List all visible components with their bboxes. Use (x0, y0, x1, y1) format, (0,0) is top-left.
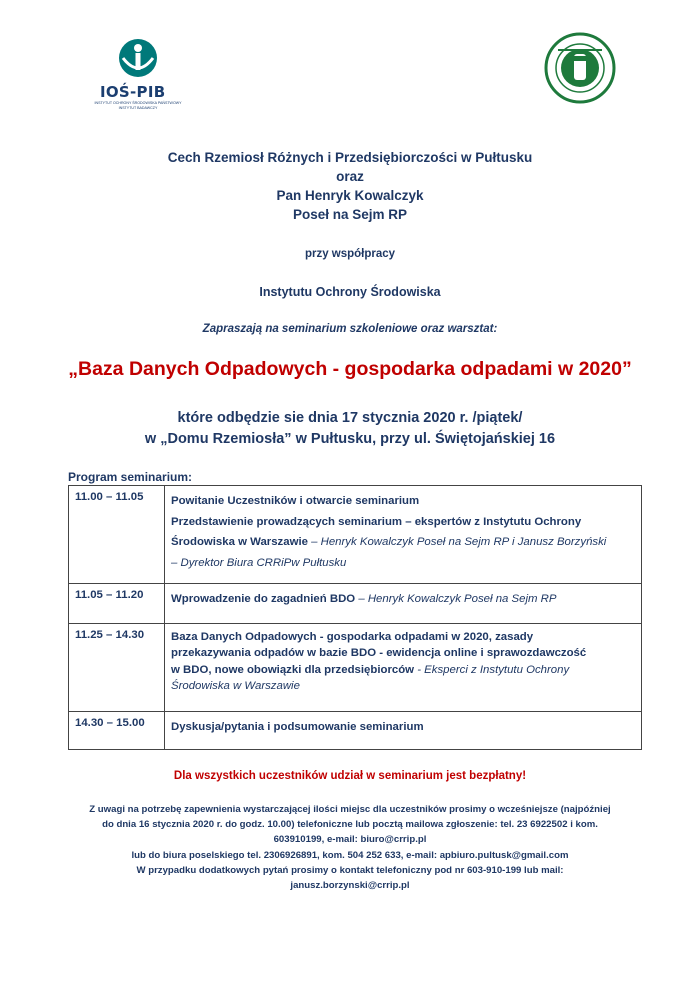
agenda-speaker: - Eksperci z Instytutu Ochrony (414, 663, 570, 676)
agenda-line: Powitanie Uczestników i otwarcie seminarium (171, 495, 420, 507)
event-date: które odbędzie sie dnia 17 stycznia 2020 r. /piątek/ (177, 410, 523, 426)
table-row (69, 712, 642, 750)
agenda-speaker: – Henryk Kowalczyk Poseł na Sejm RP i Janusz Borzyński (307, 536, 607, 548)
institute-name: Instytutu Ochrony Środowiska (259, 285, 441, 299)
ios-pib-logo-subtitle: INSTYTUT OCHRONY ŚRODOWISKA PAŃSTWOWY INSTYTUT BADAWCZY (94, 101, 182, 110)
agenda-cell (165, 624, 642, 712)
contact-line: Z uwagi na potrzebę zapewnienia wystarczającej ilości miejsc dla uczestników prosimy o wcześniejsze (najpóźniej (89, 804, 611, 815)
time-text: 14.30 – 15.00 (75, 717, 145, 729)
agenda-line: Przedstawienie prowadzących seminarium – ekspertów z Instytutu Ochrony (171, 515, 582, 528)
organizer-line: Cech Rzemiosł Różnych i Przedsiębiorczości w Pułtusku (167, 150, 533, 165)
agenda-speaker: Środowiska w Warszawie (171, 679, 300, 692)
crrip-logo-icon (544, 32, 616, 104)
program-label: Program seminarium: (68, 470, 193, 484)
free-participation-note: Dla wszystkich uczestników udział w seminarium jest bezpłatny! (173, 770, 527, 782)
time-cell (69, 624, 165, 712)
ios-pib-logo-text: IOŚ-PIB (100, 83, 166, 101)
organizer-role: Poseł na Sejm RP (292, 207, 408, 222)
agenda-line: Dyskusja/pytania i podsumowanie seminarium (171, 721, 424, 733)
invitation-text: Zapraszają na seminarium szkoleniowe oraz warsztat: (202, 323, 498, 335)
event-place: w „Domu Rzemiosła” w Pułtusku, przy ul. Świętojańskiej 16 (144, 431, 556, 447)
time-text: 11.00 – 11.05 (75, 491, 144, 503)
contact-line: janusz.borzynski@crrip.pl (290, 880, 410, 892)
table-row (69, 624, 642, 712)
contact-line: W przypadku dodatkowych pytań prosimy o kontakt telefoniczny pod nr 603-910-199 lub mail: (136, 864, 564, 876)
table-row (69, 584, 642, 624)
table-row (69, 486, 642, 584)
collaboration-label: przy współpracy (304, 248, 396, 260)
contact-info (0, 802, 700, 893)
contact-line: do dnia 16 stycznia 2020 r. do godz. 10.00) telefoniczne lub pocztą mailowa zgłoszenie: tel. 23 6922502 i kom. (102, 819, 598, 831)
time-cell (69, 486, 165, 584)
program-table (68, 485, 642, 750)
contact-line: 603910199, e-mail: biuro@crrip.pl (273, 834, 427, 846)
time-cell (69, 712, 165, 750)
organizer-person: Pan Henryk Kowalczyk (276, 188, 424, 203)
agenda-speaker: – Henryk Kowalczyk Poseł na Sejm RP (355, 593, 557, 605)
agenda-line: Środowiska w Warszawie (171, 536, 308, 548)
time-text: 11.05 – 11.20 (75, 589, 144, 601)
organizer-and: oraz (336, 169, 364, 184)
time-text: 11.25 – 14.30 (75, 629, 145, 641)
agenda-line: przekazywania odpadów w bazie BDO - ewidencja online i sprawozdawczość (171, 647, 587, 660)
agenda-line: w BDO, nowe obowiązki dla przedsiębiorców (171, 663, 415, 676)
agenda-speaker: – Dyrektor Biura CRRiPw Pułtusku (171, 556, 347, 569)
contact-line: lub do biura poselskiego tel. 2306926891, kom. 504 252 633, e-mail: apbiuro.pultusk@gmail.com (131, 849, 569, 861)
agenda-cell (165, 486, 642, 584)
agenda-cell (165, 584, 642, 624)
agenda-line: Wprowadzenie do zagadnień BDO (171, 593, 356, 605)
time-cell (69, 584, 165, 624)
agenda-line: Baza Danych Odpadowych - gospodarka odpadami w 2020, zasady (171, 631, 534, 643)
seminar-title: „Baza Danych Odpadowych - gospodarka odpadami w 2020” (68, 358, 632, 380)
agenda-cell (165, 712, 642, 750)
